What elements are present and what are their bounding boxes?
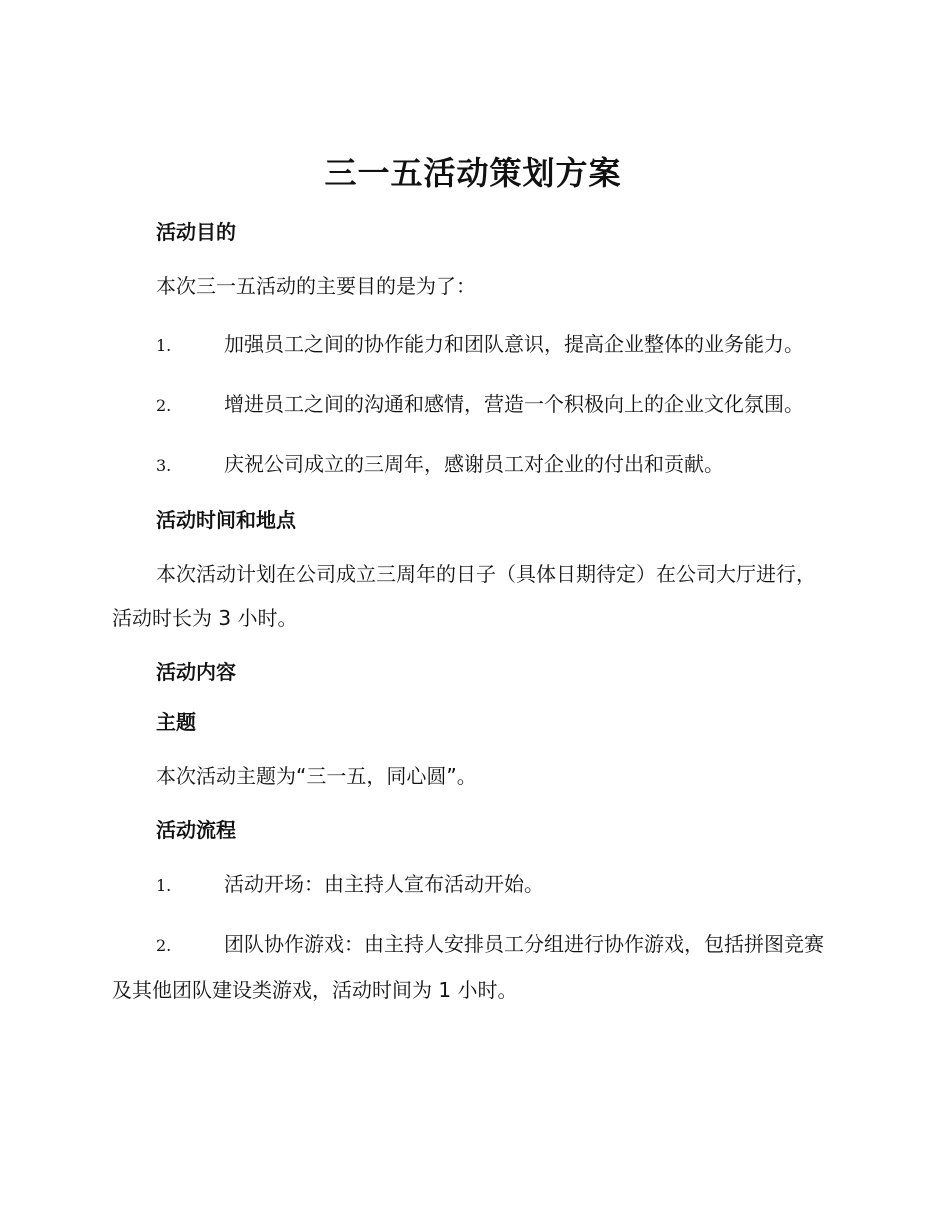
document-title: 三一五活动策划方案	[324, 154, 622, 192]
document-page	[112, 150, 834, 1012]
list-number: 2.	[156, 936, 172, 955]
list-number: 1.	[156, 336, 172, 355]
purpose-intro: 本次三一五活动的主要目的是为了：	[156, 274, 476, 298]
list-item	[112, 442, 834, 488]
section-heading-theme: 主题	[156, 710, 196, 734]
section-heading-content: 活动内容	[156, 660, 236, 684]
list-number: 1.	[156, 876, 172, 895]
list-item	[112, 382, 834, 428]
list-text: 庆祝公司成立的三周年，感谢员工对企业的付出和贡献。	[224, 452, 724, 476]
list-text: 活动开场：由主持人宣布活动开始。	[224, 872, 544, 896]
list-number: 2.	[156, 396, 172, 415]
section-heading-time-place: 活动时间和地点	[156, 508, 296, 532]
time-place-text: 本次活动计划在公司成立三周年的日子（具体日期待定）在公司大厅进行，活动时长为 3 小时。	[112, 562, 816, 630]
theme-text: 本次活动主题为“三一五，同心圆”。	[156, 764, 477, 788]
list-text: 团队协作游戏：由主持人安排员工分组进行协作游戏，包括拼图竞赛及其他团队建设类游戏，活动时间为 1 小时。	[112, 932, 824, 1002]
section-heading-purpose: 活动目的	[156, 220, 236, 244]
list-number: 3.	[156, 456, 172, 475]
section-heading-process: 活动流程	[156, 818, 236, 842]
list-text: 增进员工之间的沟通和感情，营造一个积极向上的企业文化氛围。	[224, 392, 804, 416]
list-text: 加强员工之间的协作能力和团队意识，提高企业整体的业务能力。	[224, 332, 804, 356]
list-item	[112, 862, 834, 908]
list-item	[112, 922, 834, 1012]
list-item	[112, 322, 834, 368]
